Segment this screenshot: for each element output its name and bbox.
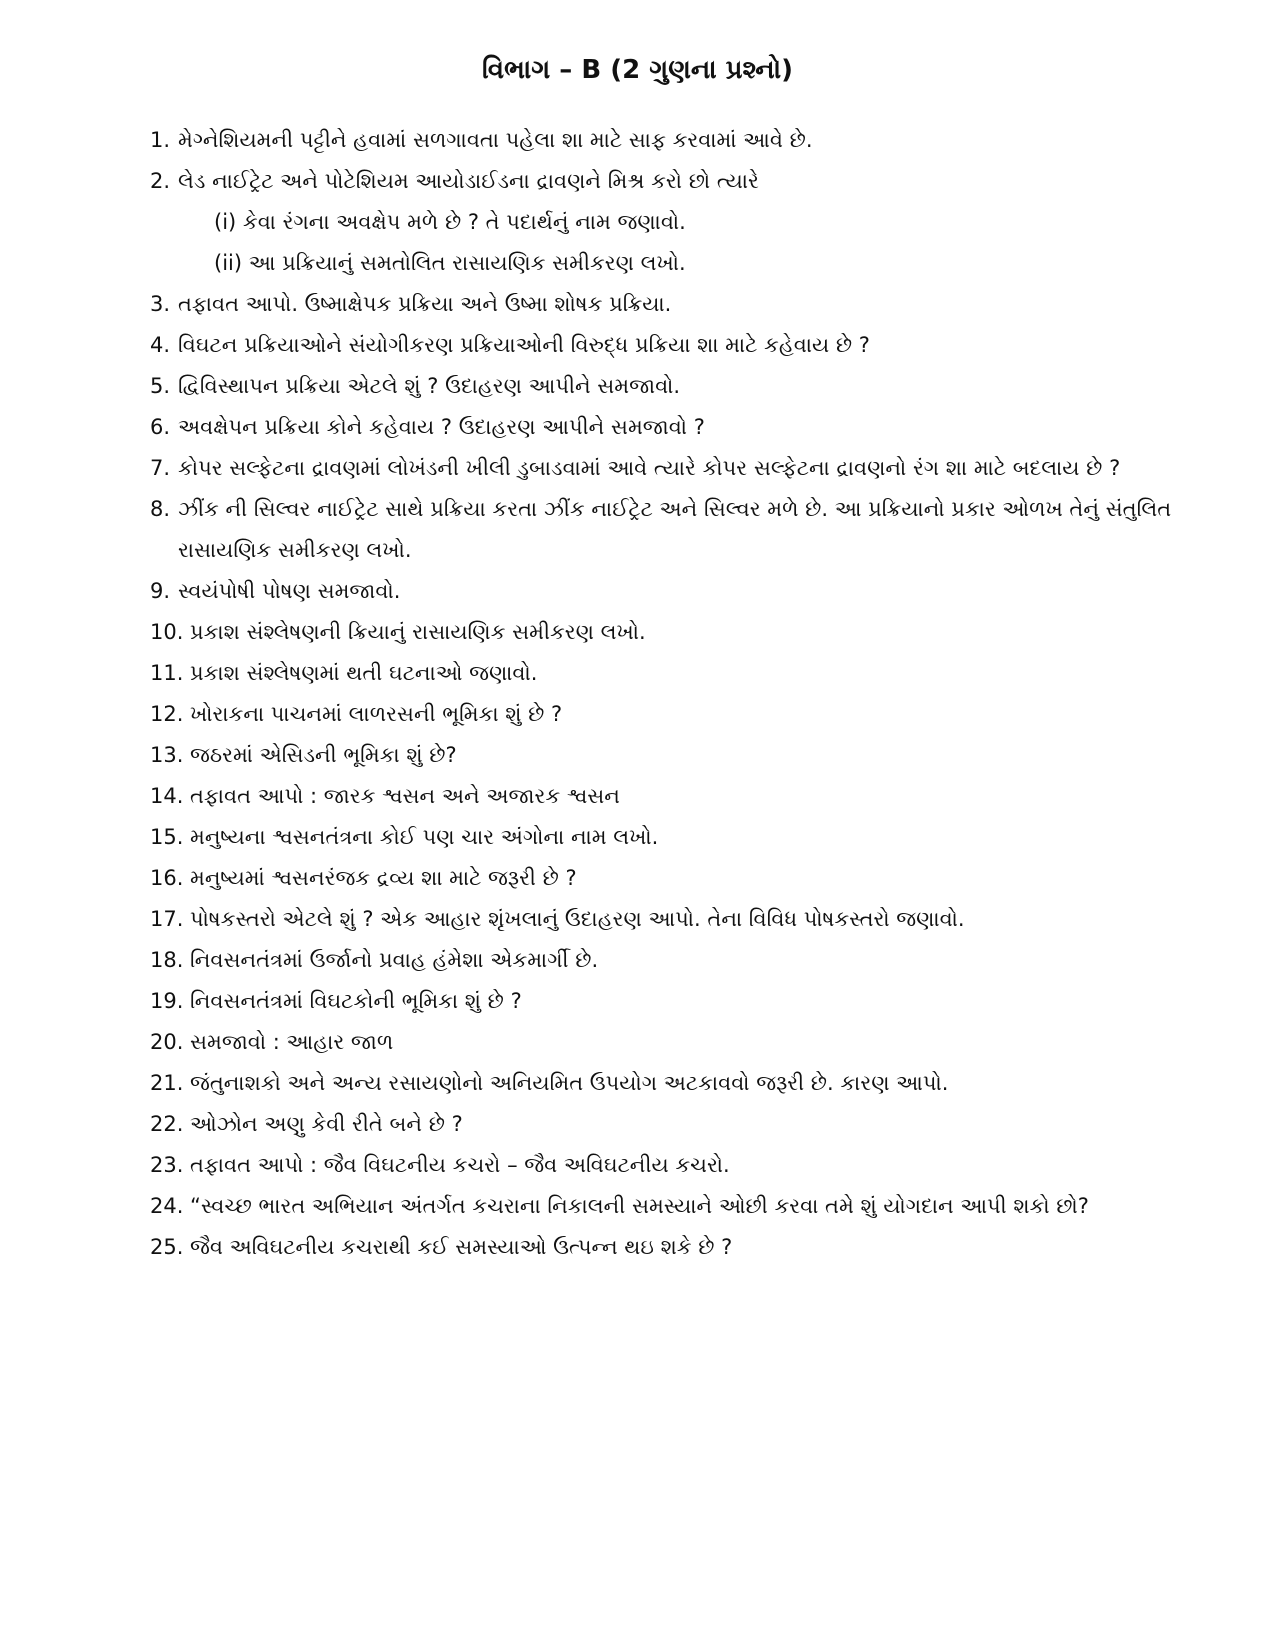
question-text: ખોરાકના પાચનમાં લાળરસની ભૂમિકા શું છે ?	[190, 702, 563, 726]
question-item	[150, 284, 1210, 325]
question-number: 24.	[150, 1194, 184, 1218]
question-number: 7.	[150, 456, 171, 480]
question-text: પોષકસ્તરો એટલે શું ? એક આહાર શૃંખલાનું ઉદાહરણ આપો. તેના વિવિધ પોષકસ્તરો જણાવો.	[190, 907, 965, 931]
question-number: 6.	[150, 415, 171, 439]
question-number: 8.	[150, 497, 171, 521]
question-item	[150, 940, 1210, 981]
question-text: અવક્ષેપન પ્રક્રિયા કોને કહેવાય ? ઉદાહરણ આપીને સમજાવો ?	[178, 415, 705, 439]
question-text: નિવસનતંત્રમાં વિઘટકોની ભૂમિકા શું છે ?	[190, 989, 522, 1013]
question-number: 19.	[150, 989, 184, 1013]
question-number: 11.	[150, 661, 184, 685]
question-item	[150, 1227, 1210, 1268]
question-item	[150, 407, 1210, 448]
question-number: 17.	[150, 907, 184, 931]
question-item	[150, 366, 1210, 407]
question-number: 9.	[150, 579, 171, 603]
question-text: મેગ્નેશિયમની પટ્ટીને હવામાં સળગાવતા પહેલા શા માટે સાફ કરવામાં આવે છે.	[178, 128, 813, 152]
question-text: જૈવ અવિઘટનીય કચરાથી કઈ સમસ્યાઓ ઉત્પન્ન થઇ શકે છે ?	[190, 1235, 733, 1259]
question-item	[150, 612, 1210, 653]
question-number: 12.	[150, 702, 184, 726]
question-text: ઝીંક ની સિલ્વર નાઈટ્રેટ સાથે પ્રક્રિયા કરતા ઝીંક નાઈટ્રેટ અને સિલ્વર મળે છે. આ પ્રક્રિયાનો પ્રકાર ઓળખ તેનું સંતુલિત રાસાયણિક સમીકરણ લખો.	[178, 497, 1172, 562]
question-number: 16.	[150, 866, 184, 890]
question-item	[150, 571, 1210, 612]
question-number: 23.	[150, 1153, 184, 1177]
question-subpart: (i) કેવા રંગના અવક્ષેપ મળે છે ? તે પદાર્થનું નામ જણાવો.	[214, 210, 686, 234]
question-item	[150, 1063, 1210, 1104]
question-text: “સ્વચ્છ ભારત અભિયાન અંતર્ગત કચરાના નિકાલની સમસ્યાને ઓછી કરવા તમે શું યોગદાન આપી શકો છો?	[190, 1194, 1089, 1218]
question-number: 18.	[150, 948, 184, 972]
question-text: મનુષ્યમાં શ્વસનરંજક દ્રવ્ય શા માટે જરૂરી છે ?	[190, 866, 577, 890]
question-text: પ્રકાશ સંશ્લેષણની ક્રિયાનું રાસાયણિક સમીકરણ લખો.	[190, 620, 646, 644]
question-item	[150, 1186, 1210, 1227]
question-number: 5.	[150, 374, 171, 398]
question-text: દ્વિવિસ્થાપન પ્રક્રિયા એટલે શું ? ઉદાહરણ આપીને સમજાવો.	[178, 374, 681, 398]
question-number: 20.	[150, 1030, 184, 1054]
question-text: તફાવત આપો : જૈવ વિઘટનીય કચરો – જૈવ અવિઘટનીય કચરો.	[190, 1153, 730, 1177]
question-text: પ્રકાશ સંશ્લેષણમાં થતી ઘટનાઓ જણાવો.	[190, 661, 538, 685]
question-text: મનુષ્યના શ્વસનતંત્રના કોઈ પણ ચાર અંગોના નામ લખો.	[190, 825, 659, 849]
question-number: 2.	[150, 169, 171, 193]
question-number: 1.	[150, 128, 171, 152]
question-item	[150, 981, 1210, 1022]
section-title: વિભાગ – B (2 ગુણના પ્રશ્નો)	[482, 55, 793, 85]
question-number: 14.	[150, 784, 184, 808]
question-text: જંતુનાશકો અને અન્ય રસાયણોનો અનિયમિત ઉપયોગ અટકાવવો જરૂરી છે. કારણ આપો.	[190, 1071, 949, 1095]
question-number: 13.	[150, 743, 184, 767]
question-text: તફાવત આપો : જારક શ્વસન અને અજારક શ્વસન	[190, 784, 620, 808]
question-item	[150, 694, 1210, 735]
question-text: વિઘટન પ્રક્રિયાઓને સંયોગીકરણ પ્રક્રિયાઓની વિરુદ્ધ પ્રક્રિયા શા માટે કહેવાય છે ?	[178, 333, 870, 357]
question-text: કોપર સલ્ફેટના દ્રાવણમાં લોખંડની ખીલી ડુબાડવામાં આવે ત્યારે કોપર સલ્ફેટના દ્રાવણનો રંગ શા માટે બદલાય છે ?	[178, 456, 1121, 480]
question-item	[150, 735, 1210, 776]
question-item	[150, 161, 1210, 284]
question-number: 22.	[150, 1112, 184, 1136]
question-text: જઠરમાં એસિડની ભૂમિકા શું છે?	[190, 743, 457, 767]
question-text: નિવસનતંત્રમાં ઉર્જાનો પ્રવાહ હંમેશા એકમાર્ગી છે.	[190, 948, 599, 972]
question-number: 21.	[150, 1071, 184, 1095]
question-number: 15.	[150, 825, 184, 849]
question-text: સ્વયંપોષી પોષણ સમજાવો.	[178, 579, 401, 603]
question-list	[150, 120, 1210, 1268]
question-item	[150, 653, 1210, 694]
question-item	[150, 1104, 1210, 1145]
question-item	[150, 776, 1210, 817]
question-item	[150, 858, 1210, 899]
question-item	[150, 120, 1210, 161]
question-number: 25.	[150, 1235, 184, 1259]
question-subpart: (ii) આ પ્રક્રિયાનું સમતોલિત રાસાયણિક સમીકરણ લખો.	[214, 251, 686, 275]
question-number: 4.	[150, 333, 171, 357]
question-item	[150, 1022, 1210, 1063]
question-text: ઓઝોન અણુ કેવી રીતે બને છે ?	[190, 1112, 463, 1136]
question-item	[150, 489, 1210, 571]
question-text: સમજાવો : આહાર જાળ	[190, 1030, 394, 1054]
question-item	[150, 1145, 1210, 1186]
question-item	[150, 325, 1210, 366]
question-item	[150, 817, 1210, 858]
question-text: લેડ નાઈટ્રેટ અને પોટેશિયમ આયોડાઈડના દ્રાવણને મિશ્ર કરો છો ત્યારે	[178, 169, 759, 193]
question-number: 10.	[150, 620, 184, 644]
question-text: તફાવત આપો. ઉષ્માક્ષેપક પ્રક્રિયા અને ઉષ્મા શોષક પ્રક્રિયા.	[178, 292, 672, 316]
question-item	[150, 899, 1210, 940]
question-number: 3.	[150, 292, 171, 316]
question-item	[150, 448, 1210, 489]
